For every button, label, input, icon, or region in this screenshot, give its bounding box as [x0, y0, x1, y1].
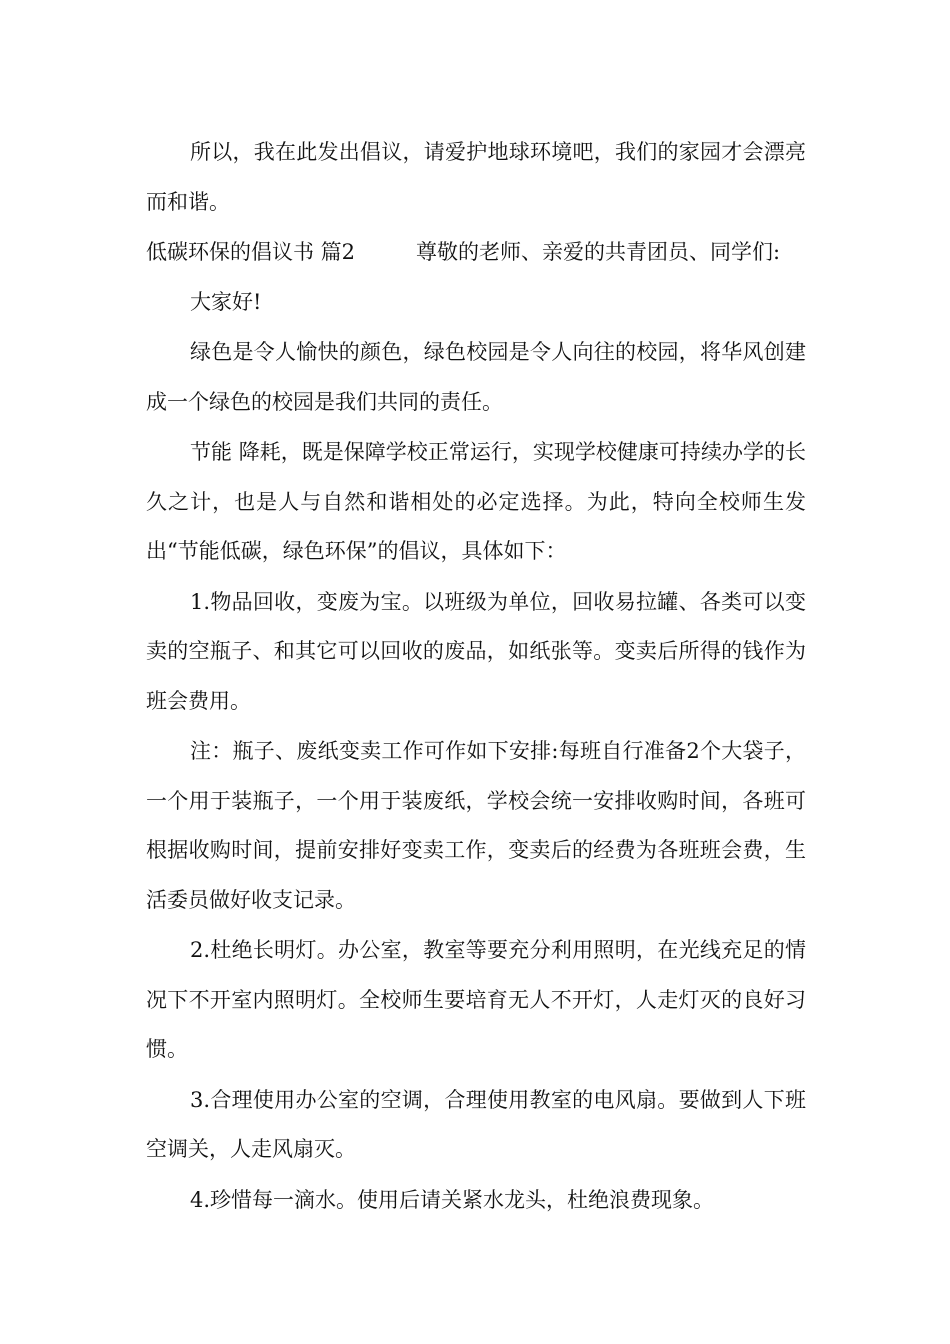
paragraph-item-3-aircon: 3.合理使用办公室的空调，合理使用教室的电风扇。要做到人下班空调关，人走风扇灭。 — [146, 1087, 806, 1161]
section-heading-line — [146, 228, 806, 278]
section-title: 低碳环保的倡议书 篇2 — [146, 240, 356, 264]
greeting: 大家好! — [190, 289, 262, 314]
paragraph-item-2-lights: 2.杜绝长明灯。办公室，教室等要充分利用照明，在光线充足的情况下不开室内照明灯。全校师生要培育无人不开灯，人走灯灭的良好习惯。 — [146, 938, 806, 1061]
paragraph-note: 注：瓶子、废纸变卖工作可作如下安排:每班自行准备2个大袋子，一个用于装瓶子，一个用于装废纸，学校会统一安排收购时间，各班可根据收购时间，提前安排好变卖工作，变卖后的经费为各班班会费，生活委员做好收支记录。 — [146, 739, 806, 912]
document-body — [146, 128, 806, 1226]
paragraph-item-4-water: 4.珍惜每一滴水。使用后请关紧水龙头，杜绝浪费现象。 — [190, 1187, 715, 1212]
paragraph-green-campus: 绿色是令人愉快的颜色，绿色校园是令人向往的校园，将华风创建成一个绿色的校园是我们共同的责任。 — [146, 340, 806, 414]
paragraph-energy-saving: 节能 降耗，既是保障学校正常运行，实现学校健康可持续办学的长久之计，也是人与自然和谐相处的必定选择。为此，特向全校师生发出“节能低碳，绿色环保”的倡议，具体如下： — [146, 440, 806, 563]
intro-paragraph: 所以，我在此发出倡议，请爱护地球环境吧，我们的家园才会漂亮而和谐。 — [146, 140, 806, 214]
salutation: 尊敬的老师、亲爱的共青团员、同学们: — [416, 240, 781, 264]
paragraph-item-1-recycling: 1.物品回收，变废为宝。以班级为单位，回收易拉罐、各类可以变卖的空瓶子、和其它可以回收的废品，如纸张等。变卖后所得的钱作为班会费用。 — [146, 589, 806, 713]
